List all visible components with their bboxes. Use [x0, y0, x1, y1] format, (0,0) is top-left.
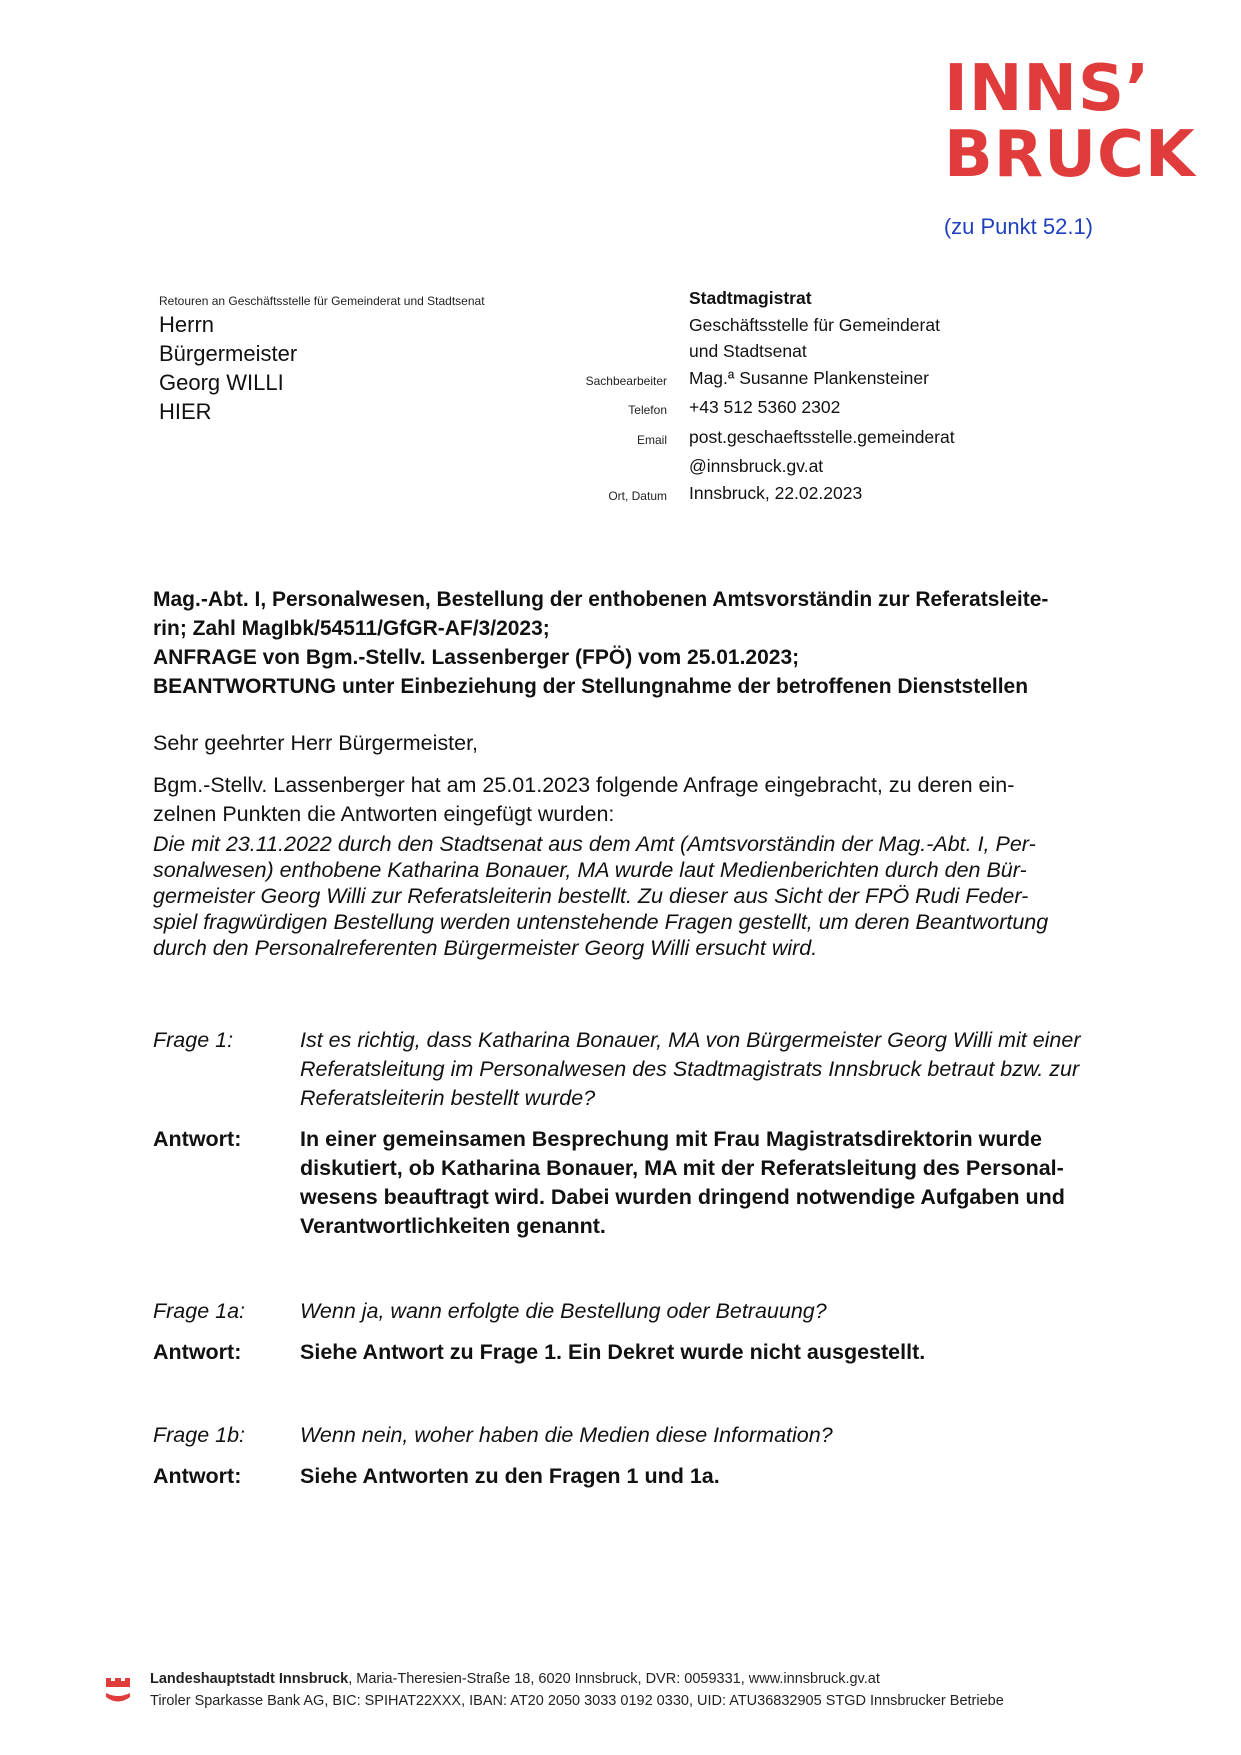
email-address: post.geschaeftsstelle.gemeinderat: [689, 426, 955, 447]
letter-body: [153, 729, 1138, 961]
answer: [153, 1462, 1138, 1491]
footer-line: Landeshauptstadt Innsbruck, Maria-Theresien-Straße 18, 6020 Innsbruck, DVR: 0059331, www.innsbruck.gv.at: [150, 1671, 880, 1687]
sender-org: Stadtmagistrat: [689, 288, 812, 308]
date-label: Ort, Datum: [608, 488, 667, 503]
city-emblem-icon: [104, 1675, 132, 1707]
sender-dept: und Stadtsenat: [689, 341, 807, 361]
phone-number: +43 512 5360 2302: [689, 397, 841, 417]
clerk-label: Sachbearbeiter: [585, 373, 667, 388]
innsbruck-logo: [944, 52, 1196, 192]
sender-org-row: [560, 285, 1020, 312]
answer: [153, 1338, 1138, 1367]
answer: [153, 1125, 1138, 1241]
answer-label: Antwort:: [153, 1340, 242, 1364]
question-answer-block: [153, 1421, 1138, 1491]
recipient-line: Bürgermeister: [159, 341, 298, 366]
question-text: Ist es richtig, dass Katharina Bonauer, MA von Bürgermeister Georg Willi mit einer Referatsleitung im Personalwesen des Stadtmagistrats Innsbruck betraut bzw. zur Referatsleiterin bestellt wurde?: [300, 1028, 1081, 1110]
recipient-line: HIER: [159, 399, 212, 424]
subject-line: BEANTWORTUNG unter Einbeziehung der Stellungnahme der betroffenen Dienststellen: [153, 675, 1029, 698]
email-label: Email: [636, 432, 667, 447]
question-answer-block: [153, 1297, 1138, 1367]
subject-line: Mag.-Abt. I, Personalwesen, Bestellung der enthobenen Amtsvorständin zur Referatsleite-: [153, 588, 1049, 611]
footer-text: [150, 1668, 1004, 1712]
intro-paragraph: Bgm.-Stellv. Lassenberger hat am 25.01.2023 folgende Anfrage eingebracht, zu deren ein- zelnen Punkten die Antworten eingefügt wurden:: [153, 773, 1015, 826]
question-text: Wenn ja, wann erfolgte die Bestellung oder Betrauung?: [300, 1299, 827, 1323]
recipient-address: [159, 310, 297, 426]
subject-line: ANFRAGE von Bgm.-Stellv. Lassenberger (FPÖ) vom 25.01.2023;: [153, 646, 800, 669]
answer-label: Antwort:: [153, 1464, 242, 1488]
question-label: Frage 1:: [153, 1028, 234, 1052]
question: [153, 1421, 1138, 1450]
inquiry-quote: Die mit 23.11.2022 durch den Stadtsenat aus dem Amt (Amtsvorständin der Mag.-Abt. I, Per- sonalwesen) enthobene Katharina Bonauer, MA wurde laut Medienberichten durch den Bür- germeister Georg Willi zur Referatsleiterin bestellt. Zu dieser aus Sicht der FPÖ Rudi Feder- spiel fragwürdigen Bestellung werden untenstehende Fragen gestellt, um deren Beantwortung durch den Personalreferenten Bürgermeister Georg Willi ersucht wird.: [153, 832, 1049, 960]
footer-line: Tiroler Sparkasse Bank AG, BIC: SPIHAT22XXX, IBAN: AT20 2050 3033 0192 0330, UID: ATU36832905 STGD Innsbrucker Betriebe: [150, 1693, 1004, 1709]
answer-text: Siehe Antworten zu den Fragen 1 und 1a.: [300, 1464, 720, 1488]
question: [153, 1026, 1138, 1113]
recipient-line: Georg WILLI: [159, 370, 284, 395]
logo-line-1: INNS’: [944, 52, 1151, 126]
question-text: Wenn nein, woher haben die Medien diese Information?: [300, 1423, 833, 1447]
question-label: Frage 1a:: [153, 1299, 246, 1323]
answer-text: In einer gemeinsamen Besprechung mit Frau Magistratsdirektorin wurde diskutiert, ob Katharina Bonauer, MA mit der Referatsleitung des Personal- wesens beauftragt wird. Dabei wurden dringend notwendige Aufgaben und Verantwortlichkeiten genannt.: [300, 1127, 1065, 1238]
sender-dept: Geschäftsstelle für Gemeinderat: [689, 314, 940, 335]
subject-line: rin; Zahl MagIbk/54511/GfGR-AF/3/2023;: [153, 617, 550, 640]
email-address: @innsbruck.gv.at: [689, 456, 824, 476]
question-label: Frage 1b:: [153, 1423, 246, 1447]
clerk-name: Mag.ª Susanne Plankensteiner: [689, 367, 929, 388]
sender-info: [560, 285, 1020, 509]
answer-text: Siehe Antwort zu Frage 1. Ein Dekret wurde nicht ausgestellt.: [300, 1340, 926, 1364]
recipient-line: Herrn: [159, 312, 215, 337]
answer-label: Antwort:: [153, 1127, 242, 1151]
question: [153, 1297, 1138, 1326]
phone-label: Telefon: [628, 403, 667, 417]
return-address-line: Retouren an Geschäftsstelle für Gemeinderat und Stadtsenat: [159, 294, 485, 308]
logo-line-2: BRUCK: [944, 118, 1196, 192]
salutation: Sehr geehrter Herr Bürgermeister,: [153, 731, 479, 755]
place-date: Innsbruck, 22.02.2023: [689, 482, 863, 503]
question-answer-block: [153, 1026, 1138, 1241]
letter-subject: [153, 585, 1138, 701]
agenda-reference: (zu Punkt 52.1): [943, 214, 1093, 239]
